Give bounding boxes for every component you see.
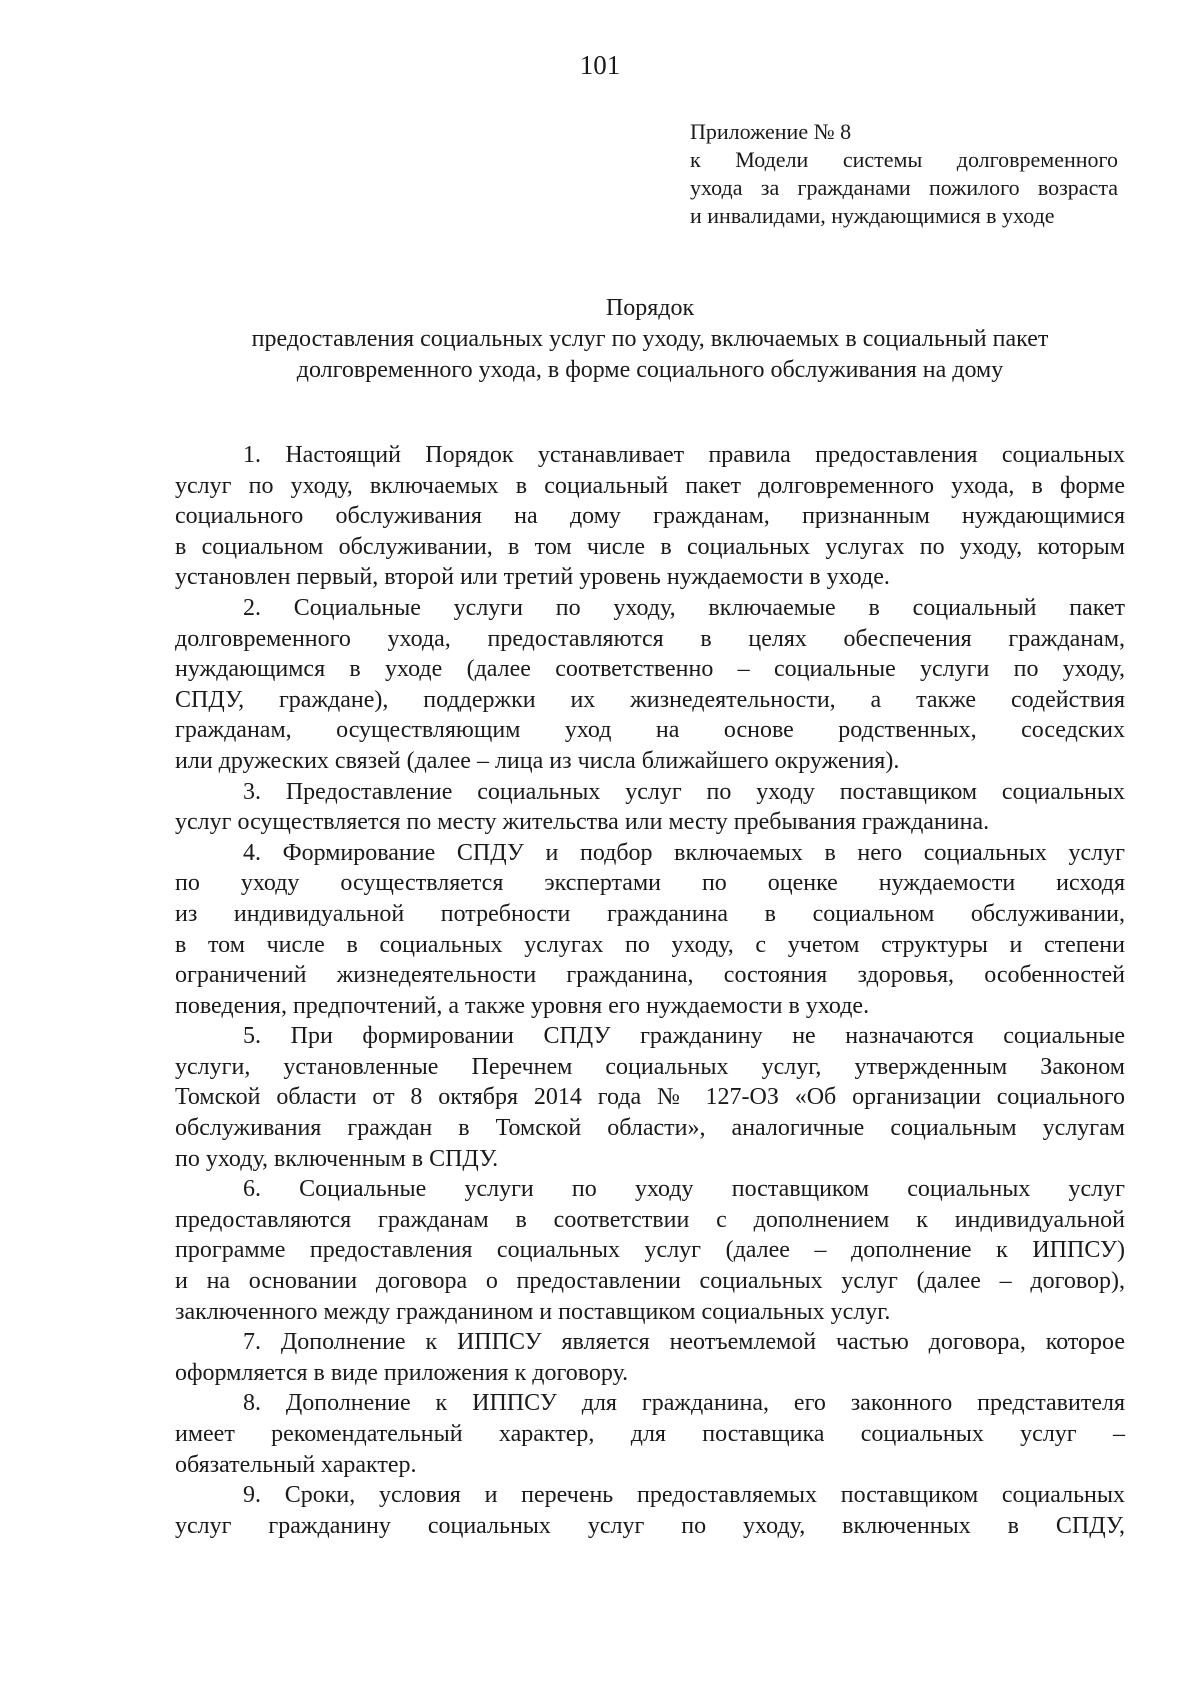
paragraph-3: [175, 777, 1125, 838]
appendix-line: Приложение № 8: [690, 119, 852, 144]
appendix-line: к Модели системы долговременного: [690, 147, 1118, 172]
text-line: поведения, предпочтений, а также уровня его нуждаемости в уходе.: [175, 992, 870, 1019]
appendix-line: ухода за гражданами пожилого возраста: [690, 175, 1118, 200]
text-line: 7. Дополнение к ИППСУ является неотъемлемой частью договора, которое: [243, 1329, 1125, 1356]
text-line: социального обслуживания на дому гражданам, признанным нуждающимися: [175, 503, 1125, 530]
text-line: услуг гражданину социальных услуг по уходу, включенных в СПДУ,: [175, 1512, 1125, 1539]
text-line: предоставляются гражданам в соответствии с дополнением к индивидуальной: [175, 1206, 1125, 1233]
text-line: услуг по уходу, включаемых в социальный пакет долговременного ухода, в форме: [175, 472, 1125, 499]
paragraph-5: [175, 1021, 1125, 1174]
text-line: заключенного между гражданином и поставщиком социальных услуг.: [175, 1298, 891, 1325]
text-line: 9. Сроки, условия и перечень предоставляемых поставщиком социальных: [243, 1482, 1125, 1509]
text-line: установлен первый, второй или третий уровень нуждаемости в уходе.: [175, 564, 890, 591]
text-line: услуги, установленные Перечнем социальных услуг, утвержденным Законом: [175, 1053, 1125, 1080]
title-line: долговременного ухода, в форме социального обслуживания на дому: [296, 357, 1004, 383]
paragraph-6: [175, 1174, 1125, 1327]
text-line: 1. Настоящий Порядок устанавливает правила предоставления социальных: [243, 442, 1125, 468]
text-line: 2. Социальные услуги по уходу, включаемые в социальный пакет: [243, 594, 1125, 621]
text-line: в социальном обслуживании, в том числе в социальных услугах по уходу, которым: [175, 533, 1125, 560]
text-line: из индивидуальной потребности гражданина в социальном обслуживании,: [175, 900, 1125, 927]
text-line: долговременного ухода, предоставляются в целях обеспечения гражданам,: [175, 625, 1125, 652]
text-line: 5. При формировании СПДУ гражданину не назначаются социальные: [243, 1023, 1125, 1050]
text-line: гражданам, осуществляющим уход на основе родственных, соседских: [175, 717, 1125, 744]
text-line: нуждающимся в уходе (далее соответственно – социальные услуги по уходу,: [175, 656, 1125, 683]
text-line: Томской области от 8 октября 2014 года № 127-ОЗ «Об организации социального: [175, 1084, 1125, 1111]
title-heading: Порядок: [605, 295, 695, 321]
text-line: в том числе в социальных услугах по уходу, с учетом структуры и степени: [175, 931, 1125, 958]
text-line: оформляется в виде приложения к договору.: [175, 1359, 629, 1386]
text-line: обслуживания граждан в Томской области», аналогичные социальным услугам: [175, 1115, 1125, 1142]
paragraph-1: [175, 440, 1125, 593]
text-line: по уходу, включенным в СПДУ.: [175, 1145, 499, 1172]
paragraph-4: [175, 838, 1125, 1022]
text-line: программе предоставления социальных услуг (далее – дополнение к ИППСУ): [175, 1237, 1125, 1264]
paragraph-9: [175, 1480, 1125, 1541]
text-line: 6. Социальные услуги по уходу поставщиком социальных услуг: [243, 1176, 1125, 1203]
title-line: предоставления социальных услуг по уходу, включаемых в социальный пакет: [251, 326, 1049, 352]
paragraph-7: [175, 1327, 1125, 1388]
text-line: 8. Дополнение к ИППСУ для гражданина, его законного представителя: [243, 1390, 1125, 1417]
paragraph-8: [175, 1388, 1125, 1480]
text-line: ограничений жизнедеятельности гражданина, состояния здоровья, особенностей: [175, 962, 1125, 989]
text-line: услуг осуществляется по месту жительства или месту пребывания гражданина.: [175, 809, 990, 836]
text-line: имеет рекомендательный характер, для поставщика социальных услуг –: [175, 1421, 1125, 1447]
text-line: обязательный характер.: [175, 1451, 417, 1478]
text-line: и на основании договора о предоставлении социальных услуг (далее – договор),: [175, 1268, 1125, 1295]
text-line: или дружеских связей (далее – лица из числа ближайшего окружения).: [175, 747, 900, 774]
document-title: [175, 293, 1125, 386]
paragraph-2: [175, 593, 1125, 777]
text-line: СПДУ, граждане), поддержки их жизнедеятельности, а также содействия: [175, 686, 1125, 713]
text-line: 3. Предоставление социальных услуг по уходу поставщиком социальных: [243, 778, 1125, 805]
page-number: 101: [579, 50, 621, 80]
appendix-line: и инвалидами, нуждающимися в уходе: [690, 203, 1055, 228]
text-line: по уходу осуществляется экспертами по оценке нуждаемости исходя: [175, 870, 1125, 897]
document-body: [175, 440, 1125, 1541]
appendix-reference: [690, 118, 1118, 230]
text-line: 4. Формирование СПДУ и подбор включаемых в него социальных услуг: [243, 839, 1125, 866]
